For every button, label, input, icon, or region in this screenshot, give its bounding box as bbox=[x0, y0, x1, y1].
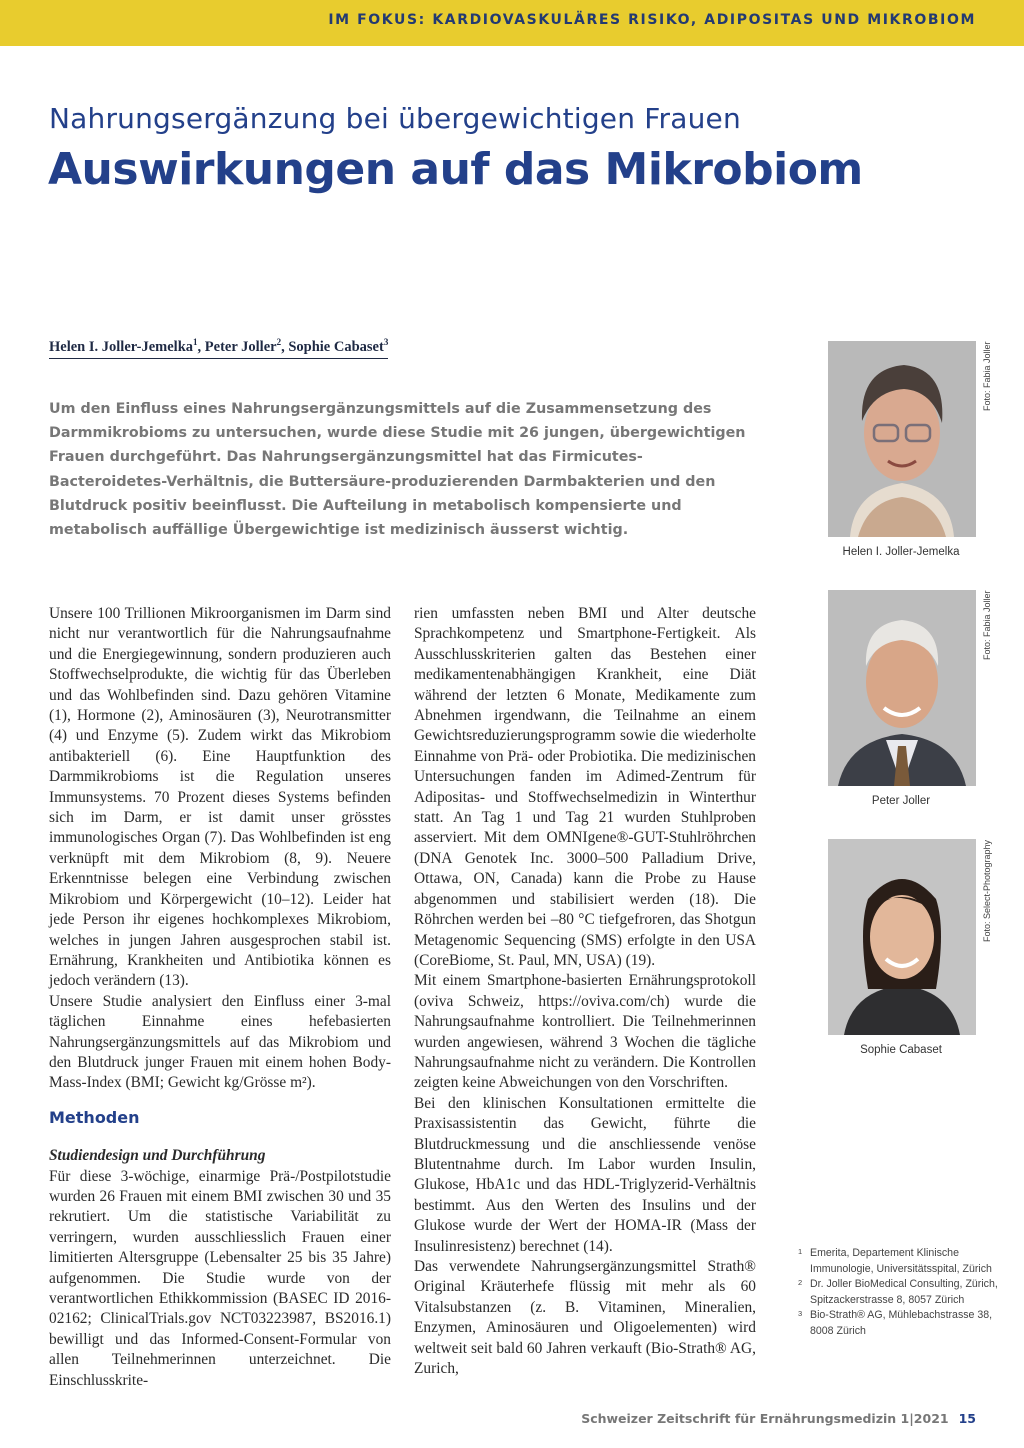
body-paragraph: rien umfassten neben BMI und Alter deutsche Sprachkompetenz und Smartphone-Fertigkeit. Als Ausschlusskriterien galten das Bestehen einer medikamentenabhängigen Krankheit, eine Diät während der letzten 6 Monate, Medikamente zum Abnehmen irgendwann, die Teilnahme an einem Gewichtsreduzierungsprogramm sowie die wiederholte Einnahme von Prä- oder Probiotika. Die medizinischen Untersuchungen fanden im Adimed-Zentrum für Adipositas- und Stoffwechselmedizin in Winterthur statt. An Tag 1 und Tag 21 wurden Stuhlproben asserviert. Mit dem OMNIgene®-GUT-Stuhlröhrchen (DNA Genotek Inc. 3000–500 Palladium Drive, Ottawa, ON, Canada) kann die Probe zu Hause abgenommen und stabilisiert werden (18). Die Röhrchen werden bei –80 °C tiefgefroren, das Shotgun Metagenomic Sequencing (SMS) erfolgte in den USA (CoreBiome, St. Paul, MN, USA) (19). bbox=[414, 605, 756, 969]
page-number: 15 bbox=[958, 1411, 976, 1426]
body-paragraph: Das verwendete Nahrungsergänzungsmittel Strath® Original Kräuterhefe flüssig mit mehr als 60 Vitalsubstanzen (z. B. Vitaminen, Mineralien, Enzymen, Aminosäuren und Oligoelementen) wird weltweit seit bald 60 Jahren verkauft (Bio-Strath® AG, Zurich, bbox=[414, 1258, 756, 1378]
page-footer bbox=[581, 1411, 976, 1426]
header-banner bbox=[0, 0, 1024, 46]
portrait-image bbox=[828, 839, 976, 1035]
photo-credit: Foto: Fabia Joller bbox=[982, 590, 992, 660]
body-paragraph: Bei den klinischen Konsultationen ermittelte die Praxisassistentin das Gewicht, führte die Blutdruckmessung und die anschliessende venöse Blutentnahme durch. Im Labor wurden Insulin, Glukose, HbA1c und das HDL-Triglyzerid-Verhältnis bestimmt. Aus den Werten des Insulins und der Glukose wurde der Wert der HOMA-IR (Mass der Insulinresistenz) berechnet (14). bbox=[414, 1094, 756, 1255]
body-paragraph: Unsere Studie analysiert den Einfluss einer 3-mal täglichen Einnahme eines hefebasierten Nahrungsergänzungsmittels auf das Mikrobiom und den Blutdruck junger Frauen mit einem hohen Body-Mass-Index (BMI; Gewicht kg/Grösse m²). bbox=[49, 992, 391, 1092]
author-affiliation-mark: 3 bbox=[383, 337, 389, 347]
photo-caption: Sophie Cabaset bbox=[860, 1044, 942, 1056]
subsection-heading: Studiendesign und Durchführung bbox=[49, 1147, 266, 1165]
abstract: Um den Einfluss eines Nahrungsergänzungsmittels auf die Zusammensetzung des Darmmikrobioms zu untersuchen, wurde diese Studie mit 26 jungen, übergewichtigen Frauen durchgeführt. Das Nahrungsergänzungsmittel hat das Firmicutes-Bacteroidetes-Verhältnis, die Buttersäure-produzierenden Darmbakterien und den Blutdruck positiv beeinflusst. Die Aufteilung in metabolisch kompensierte und metabolisch auffällige Übergewichtige ist medizinisch äusserst wichtig. bbox=[49, 401, 746, 539]
author-affiliation-mark: 1 bbox=[193, 337, 198, 347]
photo-caption: Peter Joller bbox=[871, 795, 931, 807]
footnote: 3 Bio-Strath® AG, Mühlebachstrasse 38, 8008 Zürich bbox=[798, 1309, 993, 1337]
author-photo-2 bbox=[828, 590, 976, 786]
author-photo-3 bbox=[828, 839, 976, 1035]
journal-name: Schweizer Zeitschrift für Ernährungsmedizin 1|2021 bbox=[581, 1411, 949, 1426]
author-name: Helen I. Joller-Jemelka bbox=[49, 338, 194, 355]
affiliation-footnotes bbox=[798, 1246, 998, 1340]
body-paragraph: Unsere 100 Trillionen Mikroorganismen im Darm sind nicht nur verantwortlich für die Nahrungsaufnahme und die Energiegewinnung, sondern produzieren auch Stoffwechselprodukte, die wichtig für das Überleben und das Wohlbefinden sind. Dazu gehören Vitamine (1), Hormone (2), Aminosäuren (3), Neurotransmitter (4) und Enzyme (5). Zudem wirkt das Mikrobiom antibakteriell (6). Eine Hauptfunktion des Darmmikrobioms ist die Regulation unseres Immunsystems. 70 Prozent dieses Systems befinden sich im Darm, er ist damit unser grösstes immunologisches Organ (7). Das Wohlbefinden ist eng verknüpft mit dem Mikrobiom (8, 9). Neuere Erkenntnisse belegen eine Verbindung zwischen Mikrobiom und Körpergewicht (10–12). Leider hat jede Person ihr eigenes hochkomplexes Mikrobiom, welches in jungen Jahren ausgesprochen stabil ist. Ernährung, Krankheiten und Antibiotika können es jedoch verändern (13). bbox=[49, 605, 391, 990]
photo-credit: Foto: Select-Photography bbox=[982, 839, 992, 942]
author-affiliation-mark: 2 bbox=[276, 337, 282, 347]
photo-caption: Helen I. Joller-Jemelka bbox=[842, 546, 960, 558]
author-photo-1 bbox=[828, 341, 976, 537]
banner-title: IM FOKUS: KARDIOVASKULÄRES RISIKO, ADIPOSITAS UND MIKROBIOM bbox=[328, 12, 976, 28]
photo-credit: Foto: Fabia Joller bbox=[982, 341, 992, 411]
author-name: Peter Joller bbox=[204, 338, 277, 355]
article-subtitle: Nahrungsergänzung bei übergewichtigen Frauen bbox=[49, 102, 741, 135]
section-heading: Methoden bbox=[49, 1107, 140, 1127]
body-column-left bbox=[49, 604, 391, 1391]
body-paragraph: Für diese 3-wöchige, einarmige Prä-/Postpilotstudie wurden 26 Frauen mit einem BMI zwischen 30 und 35 rekrutiert. Um die statistische Variabilität zu verringern, wurden ausschliesslich Frauen einer limitierten Altersgruppe (Lebensalter 25 bis 35 Jahre) aufgenommen. Die Studie wurde von der verantwortlichen Ethikkommission (BASEC ID 2016-02162; ClinicalTrials.gov NCT03223987, BS2016.1) bewilligt und das Informed-Consent-Formular von allen Teilnehmerinnen unterzeichnet. Die Einschlusskrite- bbox=[49, 1167, 391, 1389]
body-column-middle bbox=[414, 604, 756, 1379]
portrait-image bbox=[828, 341, 976, 537]
footnote: 2 Dr. Joller BioMedical Consulting, Zürich, Spitzackerstrasse 8, 8057 Zürich bbox=[798, 1278, 998, 1306]
footnote: 1 Emerita, Departement Klinische Immunologie, Universitätsspital, Zürich bbox=[798, 1247, 992, 1275]
author-line: Helen I. Joller-Jemelka$^1$, Peter Joller$^2$, Sophie Cabaset$^3$ bbox=[49, 337, 388, 359]
body-paragraph: Mit einem Smartphone-basierten Ernährungsprotokoll (oviva Schweiz, https://oviva.com/ch) wurde die Nahrungsaufnahme kontrolliert. Die Teilnehmerinnen wurden angewiesen, während 3 Wochen die tägliche Nahrungsaufnahme nicht zu verändern. Die Kontrollen zeigten keine Abweichungen von den Vorschriften. bbox=[414, 972, 756, 1092]
article-title: Auswirkungen auf das Mikrobiom bbox=[48, 144, 863, 195]
author-name: Sophie Cabaset bbox=[288, 338, 384, 355]
portrait-image bbox=[828, 590, 976, 786]
